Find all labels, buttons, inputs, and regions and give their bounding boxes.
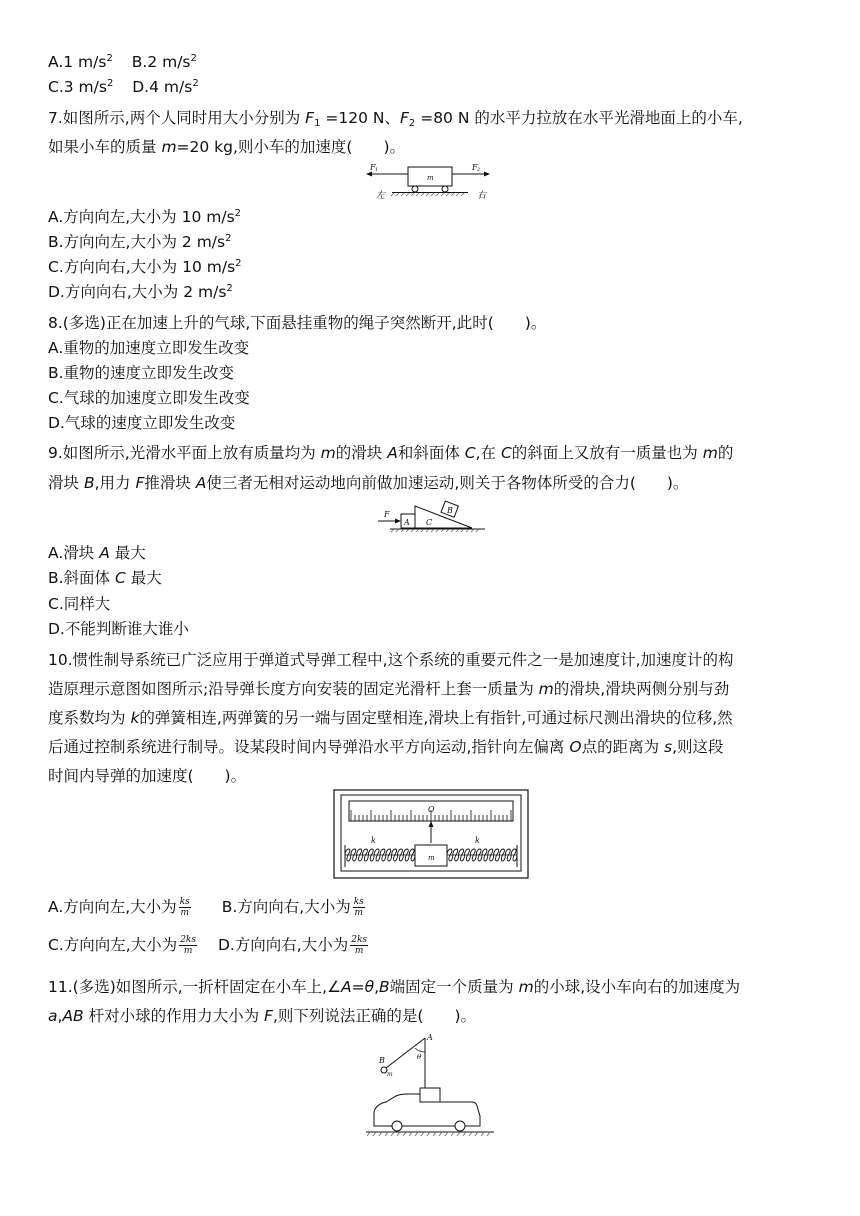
denominator: m xyxy=(180,908,189,918)
text: B.方向向右,大小为 xyxy=(221,898,351,916)
var: m xyxy=(702,444,718,462)
text: 使三者无相对运动地向前做加速运动,则关于各物体所受的合力( )。 xyxy=(206,474,689,492)
c-label: C xyxy=(426,518,433,527)
text: B.方向向左,大小为 2 m/s xyxy=(48,233,226,251)
text: = xyxy=(351,978,365,996)
text: 最大 xyxy=(125,569,162,587)
q9-stem-line2 xyxy=(48,471,688,495)
var: k xyxy=(130,709,140,727)
f1-label: F xyxy=(370,163,376,172)
text: 的滑块,滑块两侧分别与劲 xyxy=(553,680,730,698)
q9-option-c: C.同样大 xyxy=(48,595,111,613)
superscript: 2 xyxy=(225,233,232,244)
text: 端固定一个质量为 xyxy=(389,978,519,996)
numerator: 2ks xyxy=(351,935,368,945)
text: A.滑块 xyxy=(48,544,100,562)
f1-sub: 1 xyxy=(375,167,379,173)
q11-stem-line2 xyxy=(48,1004,476,1028)
subscript: 1 xyxy=(314,118,321,129)
right-label: 右 xyxy=(477,191,487,201)
q7-option-d xyxy=(48,280,233,304)
q8-option-a: A.重物的加速度立即发生改变 xyxy=(48,339,250,357)
text: 杆对小球的作用力大小为 xyxy=(83,1007,265,1025)
var: AB xyxy=(62,1007,84,1025)
q11-stem-line1 xyxy=(48,975,740,999)
var: C xyxy=(464,444,476,462)
var: F xyxy=(305,109,315,127)
q10-stem-line1: 10.惯性制导系统已广泛应用于弹道式导弹工程中,这个系统的重要元件之一是加速度计,加速度计的构 xyxy=(48,651,734,669)
q7-option-a xyxy=(48,205,241,229)
text: D.方向向右,大小为 2 m/s xyxy=(48,283,227,301)
text: 推滑块 xyxy=(144,474,196,492)
q6-options-row1 xyxy=(48,50,197,74)
text: A.方向向左,大小为 xyxy=(48,898,177,916)
text: C.方向向右,大小为 10 m/s xyxy=(48,258,236,276)
q6-options-row2 xyxy=(48,75,199,99)
text: =120 N、 xyxy=(320,109,400,127)
q10-stem-line5: 时间内导弹的加速度( )。 xyxy=(48,767,247,785)
denominator: m xyxy=(354,908,364,918)
q7-option-c xyxy=(48,255,242,279)
text: 9.如图所示,光滑水平面上放有质量均为 xyxy=(48,444,321,462)
text: , xyxy=(57,1007,63,1025)
var: m xyxy=(320,444,336,462)
incline-figure xyxy=(370,497,495,541)
q10-option-c xyxy=(48,936,199,954)
text: , xyxy=(374,978,380,996)
text: 后通过控制系统进行制导。设某段时间内导弹沿水平方向运动,指针向左偏离 xyxy=(48,738,570,756)
a-label: A xyxy=(427,1033,433,1042)
text: C.方向向左,大小为 xyxy=(48,936,178,954)
numerator: ks xyxy=(353,897,364,907)
q6-option-d: D.4 m/s xyxy=(132,78,193,96)
superscript: 2 xyxy=(106,78,114,89)
q6-option-a: A.1 m/s xyxy=(48,53,107,71)
f-label: F xyxy=(384,510,390,519)
subscript: 2 xyxy=(408,118,416,129)
text: A.方向向左,大小为 10 m/s xyxy=(48,208,235,226)
q10-option-b xyxy=(222,898,367,916)
var: B xyxy=(379,978,390,996)
superscript: 2 xyxy=(226,283,233,294)
var: B xyxy=(83,474,95,492)
q9-option-b xyxy=(48,566,162,590)
text: 点的距离为 xyxy=(581,738,664,756)
q8-option-c: C.气球的加速度立即发生改变 xyxy=(48,389,250,407)
superscript: 2 xyxy=(192,78,199,89)
var: A xyxy=(341,978,352,996)
cart-figure xyxy=(364,160,494,202)
q9-stem-line1 xyxy=(48,441,733,465)
q8-option-d: D.气球的速度立即发生改变 xyxy=(48,414,236,432)
superscript: 2 xyxy=(190,53,197,64)
theta-label: θ xyxy=(417,1053,422,1061)
text: 的 xyxy=(717,444,734,462)
numerator: 2ks xyxy=(180,935,196,945)
q7-stem-line2 xyxy=(48,135,405,159)
text: =80 N 的水平力拉放在水平光滑地面上的小车, xyxy=(415,109,743,127)
text: 的斜面上又放有一质量也为 xyxy=(511,444,703,462)
q10-options-row2 xyxy=(48,930,370,960)
q8-stem: 8.(多选)正在加速上升的气球,下面悬挂重物的绳子突然断开,此时( )。 xyxy=(48,314,547,332)
var: m xyxy=(518,978,534,996)
text: 和斜面体 xyxy=(397,444,465,462)
var: a xyxy=(48,1007,58,1025)
o-label: O xyxy=(428,805,435,814)
text: 如果小车的质量 xyxy=(48,138,162,156)
text: =20 kg,则小车的加速度( )。 xyxy=(176,138,406,156)
k-left-label: k xyxy=(371,836,376,845)
text: 7.如图所示,两个人同时用大小分别为 xyxy=(48,109,306,127)
text: ,用力 xyxy=(94,474,136,492)
superscript: 2 xyxy=(235,258,242,269)
superscript: 2 xyxy=(106,53,113,64)
m-label: m xyxy=(387,1071,393,1078)
truck-figure xyxy=(362,1030,500,1140)
var: F xyxy=(135,474,145,492)
b-label: B xyxy=(447,506,453,515)
text: B.斜面体 xyxy=(48,569,115,587)
left-label: 左 xyxy=(376,191,386,201)
denominator: m xyxy=(183,946,193,956)
var: O xyxy=(569,738,582,756)
q8-option-b: B.重物的速度立即发生改变 xyxy=(48,364,235,382)
var: C xyxy=(115,569,126,587)
text: 的小球,设小车向右的加速度为 xyxy=(533,978,741,996)
q9-option-a xyxy=(48,541,146,565)
accelerometer-figure xyxy=(333,789,529,879)
q9-option-d: D.不能判断谁大谁小 xyxy=(48,620,189,638)
text: 11.(多选)如图所示,一折杆固定在小车上,∠ xyxy=(48,978,341,996)
q10-stem-line3 xyxy=(48,706,733,730)
var: θ xyxy=(364,978,375,996)
q6-option-b: B.2 m/s xyxy=(131,53,191,71)
b-label: B xyxy=(379,1056,385,1065)
text: D.方向向右,大小为 xyxy=(217,936,349,954)
f2-label: F xyxy=(472,163,478,172)
var: F xyxy=(399,109,409,127)
var: s xyxy=(664,738,673,756)
text: ,在 xyxy=(475,444,501,462)
text: 度系数均为 xyxy=(48,709,131,727)
fraction xyxy=(350,935,368,956)
q10-stem-line4 xyxy=(48,735,724,759)
text: 的弹簧相连,两弹簧的另一端与固定壁相连,滑块上有指针,可通过标尺测出滑块的位移,然 xyxy=(139,709,733,727)
q10-option-a xyxy=(48,898,193,916)
var: C xyxy=(500,444,512,462)
q10-option-d xyxy=(218,936,370,954)
var: m xyxy=(538,680,554,698)
a-label: A xyxy=(404,518,410,527)
var: A xyxy=(99,544,110,562)
q10-options-row1 xyxy=(48,892,367,922)
fraction xyxy=(179,897,191,918)
superscript: 2 xyxy=(234,208,242,219)
text: ,则下列说法正确的是( )。 xyxy=(272,1007,476,1025)
var: F xyxy=(264,1007,273,1025)
fraction xyxy=(179,935,197,956)
var: m xyxy=(161,138,177,156)
denominator: m xyxy=(354,946,364,956)
k-right-label: k xyxy=(475,836,480,845)
mass-label: m xyxy=(428,854,435,862)
q10-stem-line2 xyxy=(48,677,729,701)
var: A xyxy=(195,474,207,492)
numerator: ks xyxy=(179,897,190,907)
text: 造原理示意图如图所示;沿导弹长度方向安装的固定光滑杆上套一质量为 xyxy=(48,680,539,698)
mass-label: m xyxy=(427,174,434,182)
f2-sub: 2 xyxy=(477,167,481,173)
fraction xyxy=(353,897,365,918)
q7-stem-line1 xyxy=(48,106,743,130)
text: 最大 xyxy=(109,544,146,562)
text: 滑块 xyxy=(48,474,84,492)
var: A xyxy=(387,444,398,462)
text: 的滑块 xyxy=(335,444,388,462)
text: ,则这段 xyxy=(672,738,724,756)
q7-option-b xyxy=(48,230,231,254)
q6-option-c: C.3 m/s xyxy=(48,78,107,96)
